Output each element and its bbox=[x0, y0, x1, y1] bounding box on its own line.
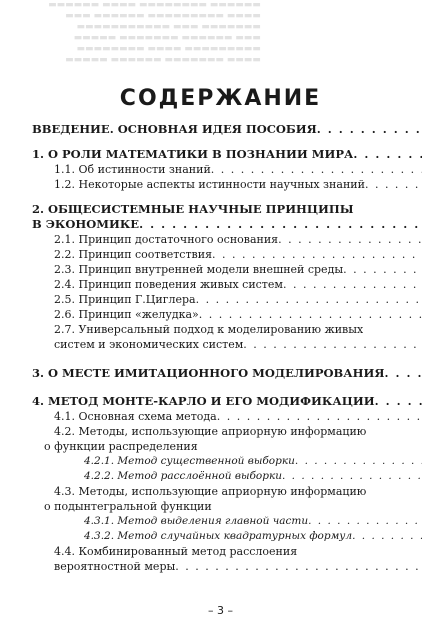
toc-entry-2-1[interactable] bbox=[32, 232, 422, 247]
toc-entry-label: 2.7. Универсальный подход к моделированию живых bbox=[54, 323, 364, 336]
dot-leader bbox=[199, 307, 422, 322]
dot-leader bbox=[343, 262, 422, 277]
toc-entry-4-3[interactable] bbox=[32, 484, 422, 514]
toc-entry-1-1[interactable] bbox=[32, 162, 422, 177]
toc-entry-label: 2.2. Принцип соответствия bbox=[54, 248, 213, 261]
toc-entry-4-3-1[interactable] bbox=[32, 514, 422, 529]
toc-entry-label: 1.2. Некоторые аспекты истинности научных знаний bbox=[54, 178, 365, 191]
dot-leader bbox=[317, 122, 422, 137]
toc-section-1[interactable] bbox=[32, 147, 422, 162]
bleed-through-text: ▬▬▬▬▬▬ ▬▬▬▬▬▬▬▬ ▬▬▬▬ ▬▬▬▬▬▬ ▬▬▬▬ ▬▬▬▬▬▬▬▬▬ ▬▬▬▬▬▬ ▬▬▬ ▬▬▬▬▬▬▬ ▬▬▬ ▬▬▬▬▬▬▬▬▬▬▬ ▬▬▬ ▬▬▬▬▬▬ ▬▬▬▬▬▬▬ ▬▬▬▬▬ ▬▬▬▬▬▬▬▬▬ ▬▬▬▬ ▬▬▬▬▬▬▬▬ ▬▬▬▬ ▬▬▬▬▬▬▬ ▬▬▬▬▬▬ ▬▬▬▬▬ bbox=[48, 0, 261, 65]
toc-entry-2-4[interactable] bbox=[32, 277, 422, 292]
toc-entry-label-cont: о функции распределения bbox=[44, 440, 198, 453]
toc-entry-label: 4. МЕТОД МОНТЕ-КАРЛО И ЕГО МОДИФИКАЦИИ bbox=[32, 394, 375, 408]
toc-entry-4-2-1[interactable] bbox=[32, 454, 422, 469]
toc-entry-2-2[interactable] bbox=[32, 247, 422, 262]
table-of-contents bbox=[32, 122, 422, 574]
toc-entry-label: 4.4. Комбинированный метод расслоения bbox=[54, 545, 298, 558]
dot-leader bbox=[283, 277, 422, 292]
dot-leader bbox=[353, 147, 422, 162]
dot-leader bbox=[308, 514, 422, 529]
dot-leader bbox=[175, 559, 422, 574]
toc-entry-label: 4.2.2. Метод расслоённой выборки bbox=[84, 470, 282, 482]
page-number: – 3 – bbox=[208, 604, 233, 617]
toc-section-3[interactable] bbox=[32, 366, 422, 381]
toc-entry-label: 2.1. Принцип достаточного основания bbox=[54, 233, 279, 246]
dot-leader bbox=[352, 529, 422, 544]
dot-leader bbox=[295, 454, 422, 469]
dot-leader bbox=[365, 177, 422, 192]
toc-entry-label: 4.3. Методы, использующие априорную информацию bbox=[54, 485, 367, 498]
dot-leader bbox=[196, 292, 422, 307]
toc-entry-label: ВВЕДЕНИЕ. ОСНОВНАЯ ИДЕЯ ПОСОБИЯ bbox=[32, 122, 317, 136]
toc-entry-4-4[interactable] bbox=[32, 544, 422, 574]
toc-entry-intro[interactable] bbox=[32, 122, 422, 137]
toc-entry-2-6[interactable] bbox=[32, 307, 422, 322]
toc-entry-label: 2.5. Принцип Г.Циглера bbox=[54, 293, 196, 306]
toc-entry-4-1[interactable] bbox=[32, 409, 422, 424]
toc-entry-label: 4.3.2. Метод случайных квадратурных формул bbox=[84, 530, 353, 542]
toc-entry-label: 2. ОБЩЕСИСТЕМНЫЕ НАУЧНЫЕ ПРИНЦИПЫ bbox=[32, 202, 354, 216]
toc-entry-label: 4.2.1. Метод существенной выборки bbox=[84, 455, 295, 467]
toc-entry-label-cont: систем и экономических систем bbox=[54, 338, 244, 351]
dot-leader bbox=[282, 469, 422, 484]
toc-entry-4-2[interactable] bbox=[32, 424, 422, 454]
toc-entry-2-5[interactable] bbox=[32, 292, 422, 307]
toc-entry-2-7[interactable] bbox=[32, 322, 422, 352]
toc-entry-4-3-2[interactable] bbox=[32, 529, 422, 544]
toc-entry-label: 4.3.1. Метод выделения главной части bbox=[84, 515, 309, 527]
toc-section-2[interactable] bbox=[32, 202, 422, 232]
dot-leader bbox=[217, 409, 422, 424]
toc-entry-label: 4.2. Методы, использующие априорную информацию bbox=[54, 425, 367, 438]
dot-leader bbox=[243, 337, 422, 352]
toc-entry-label: 1.1. Об истинности знаний bbox=[54, 163, 211, 176]
toc-entry-2-3[interactable] bbox=[32, 262, 422, 277]
dot-leader bbox=[211, 162, 422, 177]
toc-entry-1-2[interactable] bbox=[32, 177, 422, 192]
toc-entry-label-cont: В ЭКОНОМИКЕ bbox=[32, 217, 140, 231]
page-title: СОДЕРЖАНИЕ bbox=[119, 86, 322, 111]
toc-entry-label-cont: вероятностной меры bbox=[54, 560, 176, 573]
dot-leader bbox=[385, 366, 423, 381]
toc-entry-4-2-2[interactable] bbox=[32, 469, 422, 484]
toc-entry-label: 2.6. Принцип «желудка» bbox=[54, 308, 199, 321]
toc-entry-label-cont: о подынтегральной функции bbox=[44, 500, 212, 513]
toc-entry-label: 1. О РОЛИ МАТЕМАТИКИ В ПОЗНАНИИ МИРА bbox=[32, 147, 354, 161]
dot-leader bbox=[278, 232, 422, 247]
dot-leader bbox=[139, 217, 422, 232]
toc-entry-label: 3. О МЕСТЕ ИМИТАЦИОННОГО МОДЕЛИРОВАНИЯ bbox=[32, 366, 385, 380]
toc-entry-label: 2.3. Принцип внутренней модели внешней среды bbox=[54, 263, 344, 276]
dot-leader bbox=[375, 394, 422, 409]
toc-section-4[interactable] bbox=[32, 394, 422, 409]
dot-leader bbox=[212, 247, 422, 262]
toc-entry-label: 4.1. Основная схема метода bbox=[54, 410, 217, 423]
toc-entry-label: 2.4. Принцип поведения живых систем bbox=[54, 278, 283, 291]
